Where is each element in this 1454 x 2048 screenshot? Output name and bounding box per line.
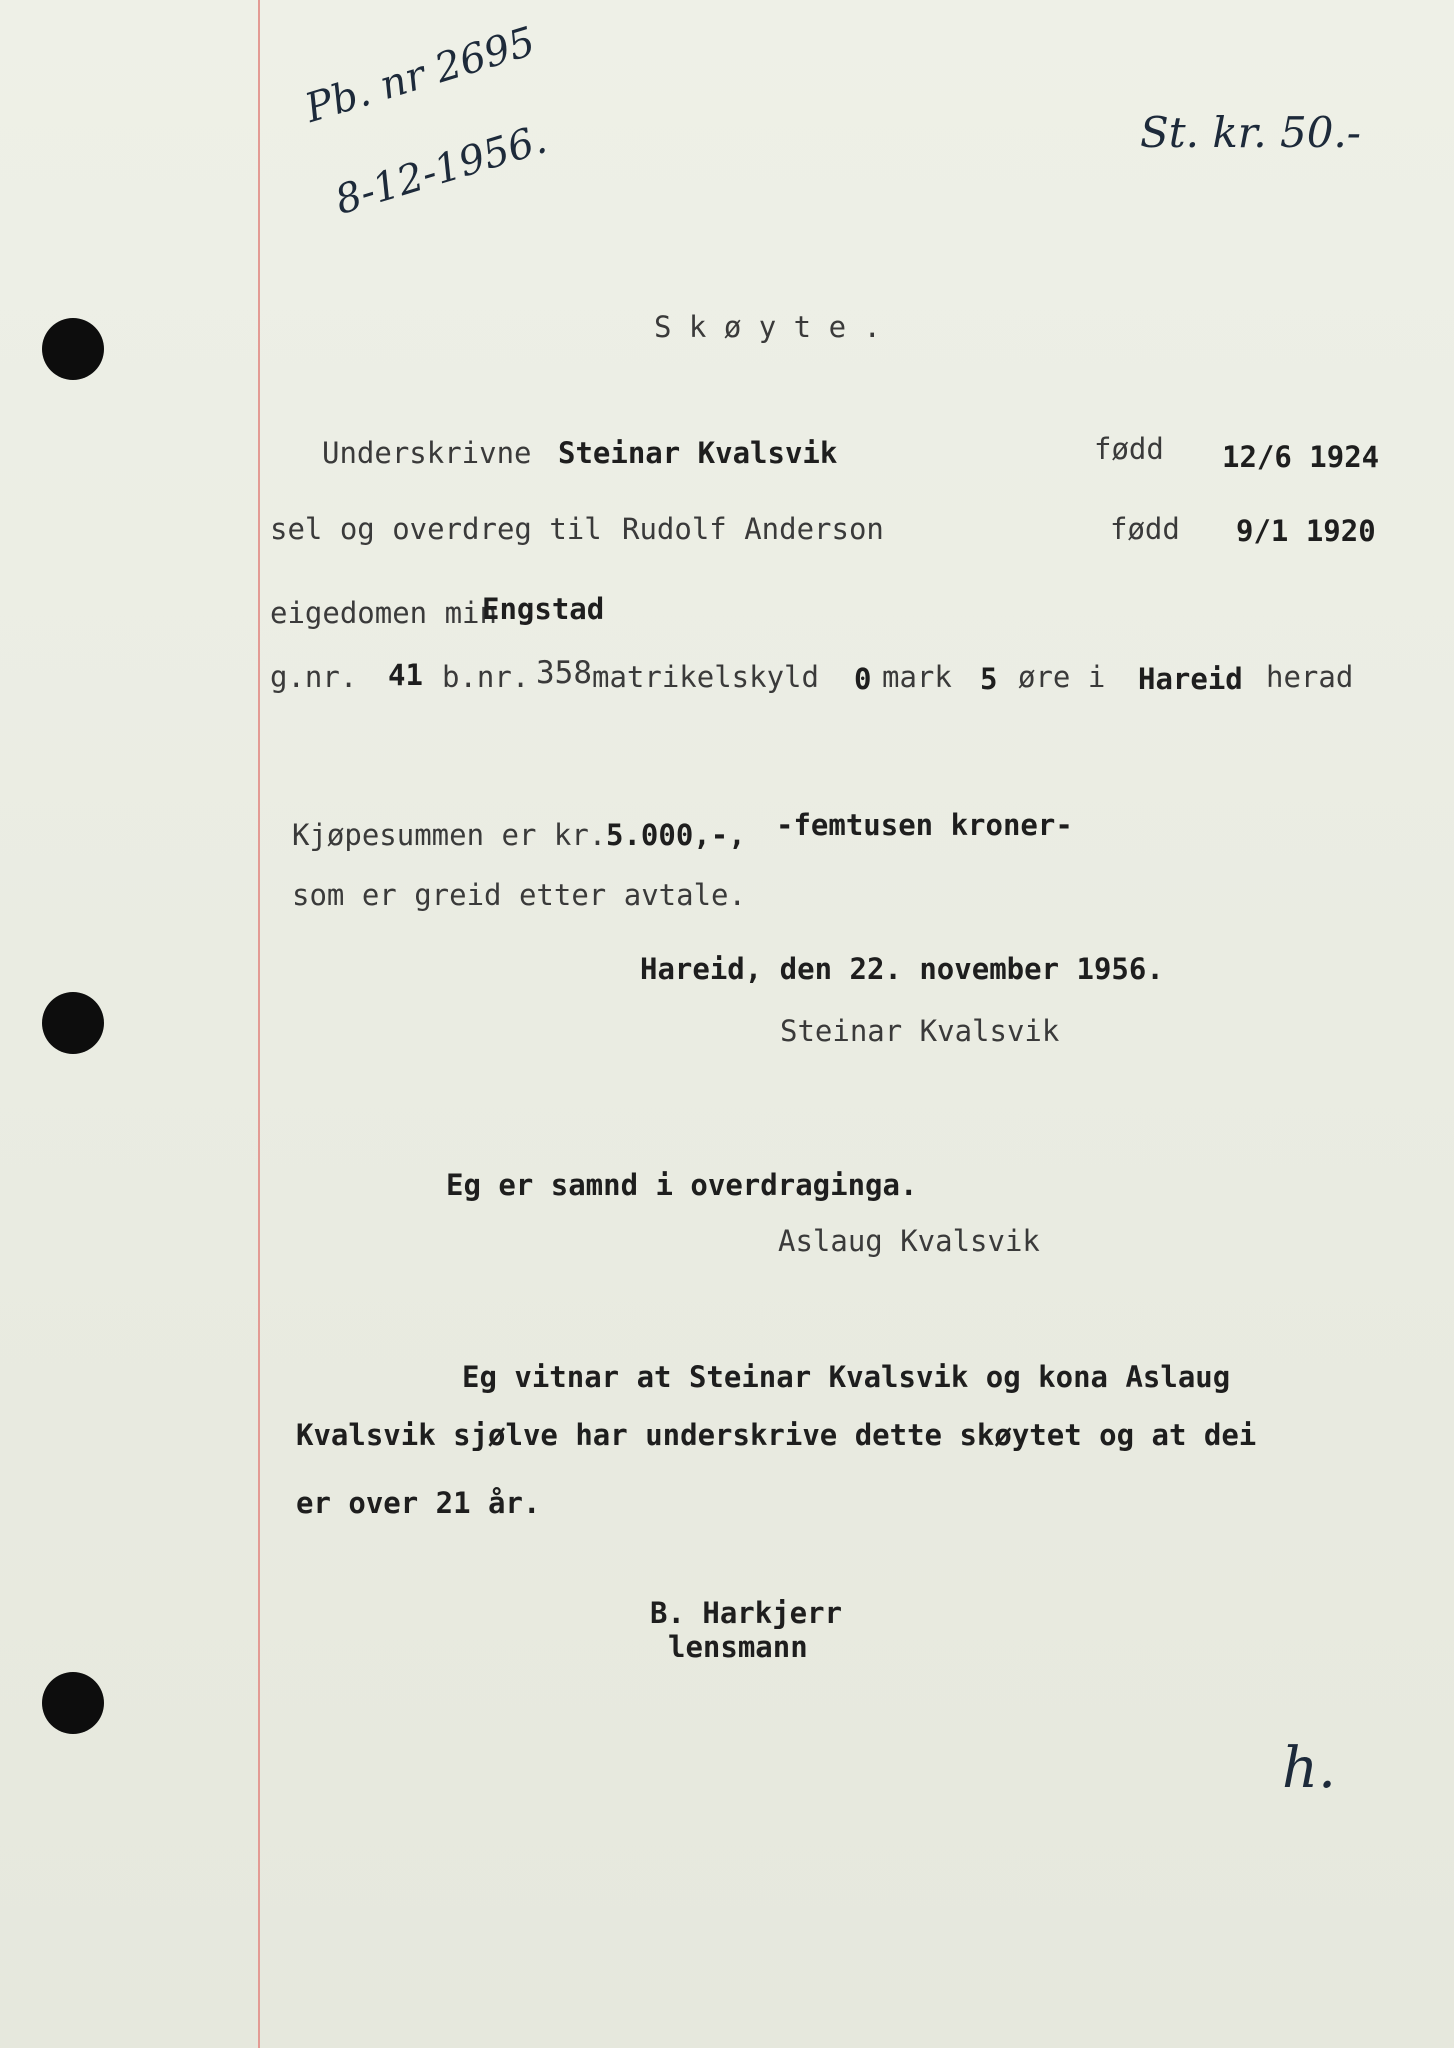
property-name: Engstad bbox=[482, 592, 605, 626]
fee-annotation: St. kr. 50.- bbox=[1140, 108, 1361, 157]
ore-label: øre i bbox=[1018, 660, 1106, 694]
matrikelskyld-label: matrikelskyld bbox=[592, 660, 819, 694]
seller-signature: Steinar Kvalsvik bbox=[780, 1014, 1060, 1048]
gnr-value: 41 bbox=[388, 658, 423, 692]
bnr-label: b.nr. bbox=[442, 660, 530, 694]
official-title: lensmann bbox=[668, 1630, 808, 1664]
place-and-date: Hareid, den 22. november 1956. bbox=[640, 952, 1164, 986]
punch-hole bbox=[42, 992, 104, 1054]
seller-born-label: fødd bbox=[1094, 432, 1164, 466]
mark-label: mark bbox=[882, 660, 952, 694]
margin-line bbox=[258, 0, 260, 2048]
spouse-consent: Eg er samnd i overdraginga. bbox=[446, 1168, 918, 1202]
ore-value: 5 bbox=[980, 662, 998, 696]
initial-annotation: h. bbox=[1282, 1736, 1336, 1801]
gnr-label: g.nr. bbox=[270, 660, 358, 694]
herad-label: herad bbox=[1266, 660, 1354, 694]
witness-line-2: Kvalsvik sjølve har underskrive dette skøytet og at dei bbox=[296, 1418, 1257, 1452]
spouse-signature: Aslaug Kvalsvik bbox=[778, 1224, 1040, 1258]
registration-number-annotation: Pb. nr 2695 bbox=[300, 18, 541, 132]
document-title: S k ø y t e . bbox=[654, 310, 881, 344]
punch-hole bbox=[42, 1672, 104, 1734]
price-amount: 5.000,-, bbox=[606, 818, 746, 852]
mark-value: 0 bbox=[854, 662, 872, 696]
price-terms: som er greid etter avtale. bbox=[292, 878, 746, 912]
seller-prefix: Underskrivne bbox=[322, 436, 532, 470]
price-prefix: Kjøpesummen er kr. bbox=[292, 818, 607, 852]
registration-date-annotation: 8-12-1956. bbox=[330, 116, 552, 224]
seller-birthdate: 12/6 1924 bbox=[1222, 440, 1380, 474]
municipality-name: Hareid bbox=[1138, 662, 1243, 696]
property-prefix: eigedomen min bbox=[270, 596, 497, 630]
price-in-words: -femtusen kroner- bbox=[776, 808, 1073, 842]
witness-line-1: Eg vitnar at Steinar Kvalsvik og kona Aslaug bbox=[462, 1360, 1231, 1394]
buyer-prefix: sel og overdreg til bbox=[270, 512, 602, 546]
buyer-birthdate: 9/1 1920 bbox=[1236, 514, 1376, 548]
punch-hole bbox=[42, 318, 104, 380]
witness-line-3: er over 21 år. bbox=[296, 1486, 541, 1520]
official-name: B. Harkjerr bbox=[650, 1596, 843, 1630]
buyer-born-label: fødd bbox=[1110, 512, 1180, 546]
buyer-name: Rudolf Anderson bbox=[622, 512, 884, 546]
bnr-value: 358 bbox=[536, 655, 592, 691]
seller-name: Steinar Kvalsvik bbox=[558, 436, 838, 470]
